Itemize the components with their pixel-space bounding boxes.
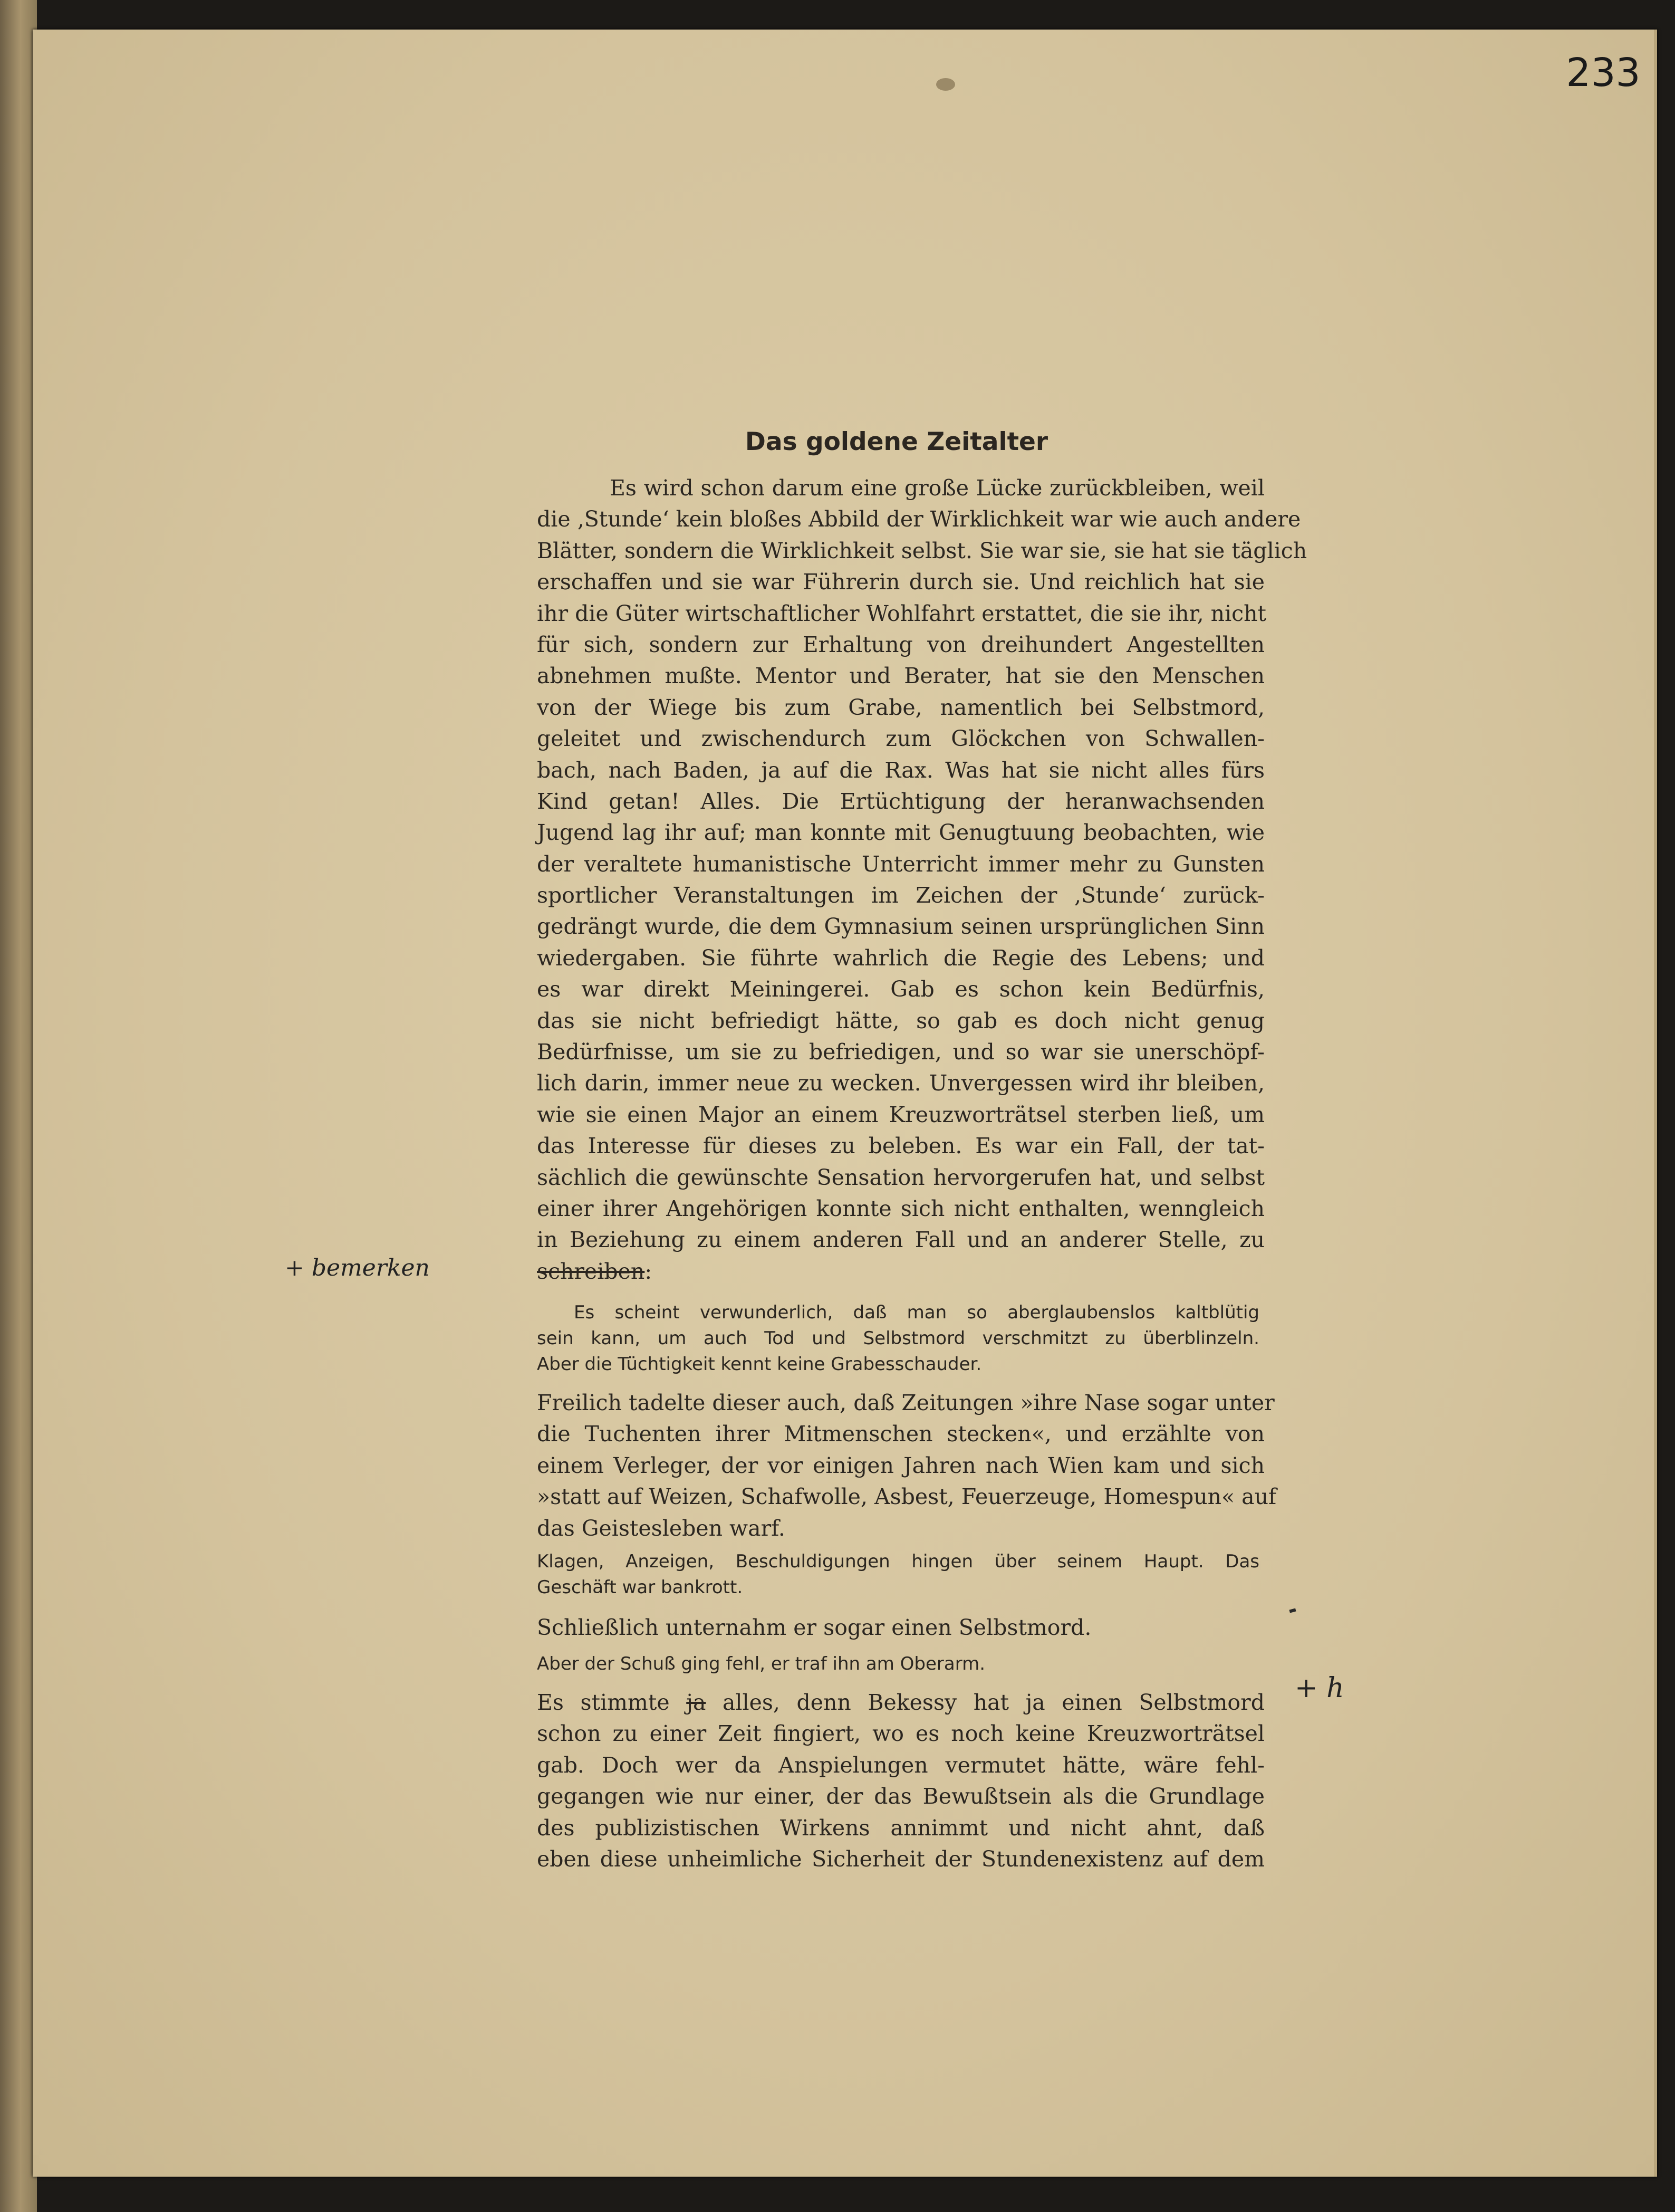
text-line: sportlicher Veranstaltungen im Zeichen der ‚Stunde‘ zurück- — [537, 883, 1265, 908]
quote-line: Aber die Tüchtigkeit kennt keine Grabesschauder. — [537, 1354, 982, 1375]
quote-line: sein kann, um auch Tod und Selbstmord verschmitzt zu überblinzeln. — [537, 1328, 1259, 1349]
quote-line: Klagen, Anzeigen, Beschuldigungen hingen über seinem Haupt. Das — [537, 1551, 1259, 1572]
text-line: der veraltete humanistische Unterricht immer mehr zu Gunsten — [537, 851, 1265, 877]
quote-1 — [537, 1300, 1259, 1377]
text-line: einer ihrer Angehörigen konnte sich nicht enthalten, wenngleich — [537, 1195, 1265, 1221]
article-title: Das goldene Zeitalter — [745, 427, 1048, 456]
text-line: Kind getan! Alles. Die Ertüchtigung der heranwachsenden — [537, 788, 1265, 814]
text-line: für sich, sondern zur Erhaltung von dreihundert Angestellten — [537, 631, 1265, 657]
text-line: ihr die Güter wirtschaftlicher Wohlfahrt erstattet, die sie ihr, nicht — [537, 600, 1267, 626]
text-line: wiedergaben. Sie führte wahrlich die Regie des Lebens; und — [537, 945, 1265, 971]
text-line: das Interesse für dieses zu beleben. Es war ein Fall, der tat- — [537, 1133, 1265, 1159]
text-line: bach, nach Baden, ja auf die Rax. Was hat sie nicht alles fürs — [537, 757, 1265, 783]
struck-word: ja — [686, 1690, 706, 1715]
text-line: das Geistesleben warf. — [537, 1515, 785, 1541]
text-line: sächlich die gewünschte Sensation hervorgerufen hat, und selbst — [537, 1164, 1265, 1190]
text-line: des publizistischen Wirkens annimmt und nicht ahnt, daß — [537, 1815, 1265, 1841]
text-line: es war direkt Meiningerei. Gab es schon kein Bedürfnis, — [537, 976, 1265, 1002]
text-line: die Tuchenten ihrer Mitmenschen stecken«, und erzählte von — [537, 1421, 1265, 1447]
text-line-with-correction — [537, 1687, 1265, 1718]
quote-3 — [537, 1651, 1259, 1677]
quote-line: Es scheint verwunderlich, daß man so aberglaubenslos kaltblütig — [574, 1302, 1259, 1323]
page-number: 233 — [1566, 50, 1641, 95]
quote-line: Aber der Schuß ging fehl, er traf ihn am Oberarm. — [537, 1653, 986, 1674]
margin-note-right: + h — [1295, 1672, 1344, 1704]
text-line-struck — [537, 1256, 1265, 1287]
text-line: lich darin, immer neue zu wecken. Unvergessen wird ihr bleiben, — [537, 1070, 1265, 1096]
text-line: von der Wiege bis zum Grabe, namentlich bei Selbstmord, — [537, 694, 1265, 720]
text-line: Jugend lag ihr auf; man konnte mit Genugtuung beobachten, wie — [537, 820, 1265, 846]
struck-word-suffix: : — [644, 1258, 652, 1284]
text-line: die ‚Stunde‘ kein bloßes Abbild der Wirklichkeit war wie auch andere — [537, 506, 1301, 532]
text-line: Freilich tadelte dieser auch, daß Zeitungen »ihre Nase sogar unter — [537, 1390, 1275, 1415]
text-fragment: Es stimmte — [537, 1690, 670, 1715]
text-line: Schließlich unternahm er sogar einen Selbstmord. — [537, 1615, 1092, 1640]
text-line: abnehmen mußte. Mentor und Berater, hat sie den Menschen — [537, 663, 1265, 689]
paragraph-1 — [537, 473, 1307, 1287]
text-line: gedrängt wurde, die dem Gymnasium seinen ursprünglichen Sinn — [537, 914, 1265, 940]
text-line: gegangen wie nur einer, der das Bewußtsein als die Grundlage — [537, 1784, 1265, 1809]
paragraph-3 — [537, 1612, 1265, 1643]
text-line: das sie nicht befriedigt hätte, so gab es doch nicht genug — [537, 1008, 1265, 1033]
text-line: Bedürfnisse, um sie zu befriedigen, und so war sie unerschöpf- — [537, 1039, 1265, 1065]
book-spine-edge — [0, 0, 37, 2212]
text-line: einem Verleger, der vor einigen Jahren nach Wien kam und sich — [537, 1452, 1265, 1478]
margin-note-left: + bemerken — [285, 1255, 430, 1281]
text-line: eben diese unheimliche Sicherheit der Stundenexistenz auf dem — [537, 1846, 1265, 1872]
text-line: Blätter, sondern die Wirklichkeit selbst. Sie war sie, sie hat sie täglich — [537, 538, 1307, 563]
text-line: geleitet und zwischendurch zum Glöckchen von Schwallen- — [537, 726, 1265, 752]
text-fragment: alles, denn Bekessy hat ja einen Selbstmord — [722, 1690, 1265, 1715]
paragraph-2 — [537, 1387, 1277, 1544]
text-line: gab. Doch wer da Anspielungen vermutet hätte, wäre fehl- — [537, 1752, 1265, 1778]
text-line: »statt auf Weizen, Schafwolle, Asbest, Feuerzeuge, Homespun« auf — [537, 1484, 1277, 1510]
text-line: in Beziehung zu einem anderen Fall und an anderer Stelle, zu — [537, 1227, 1265, 1253]
struck-word: schreiben — [537, 1258, 645, 1284]
text-line: wie sie einen Major an einem Kreuzworträtsel sterben ließ, um — [537, 1102, 1265, 1127]
text-line: Es wird schon darum eine große Lücke zurückbleiben, weil — [610, 475, 1265, 501]
quote-2 — [537, 1549, 1259, 1601]
text-line: schon zu einer Zeit fingiert, wo es noch keine Kreuzworträtsel — [537, 1721, 1265, 1747]
text-line: erschaffen und sie war Führerin durch sie. Und reichlich hat sie — [537, 569, 1265, 595]
quote-line: Geschäft war bankrott. — [537, 1577, 743, 1598]
paragraph-4 — [537, 1687, 1265, 1875]
ink-smudge — [936, 78, 955, 91]
